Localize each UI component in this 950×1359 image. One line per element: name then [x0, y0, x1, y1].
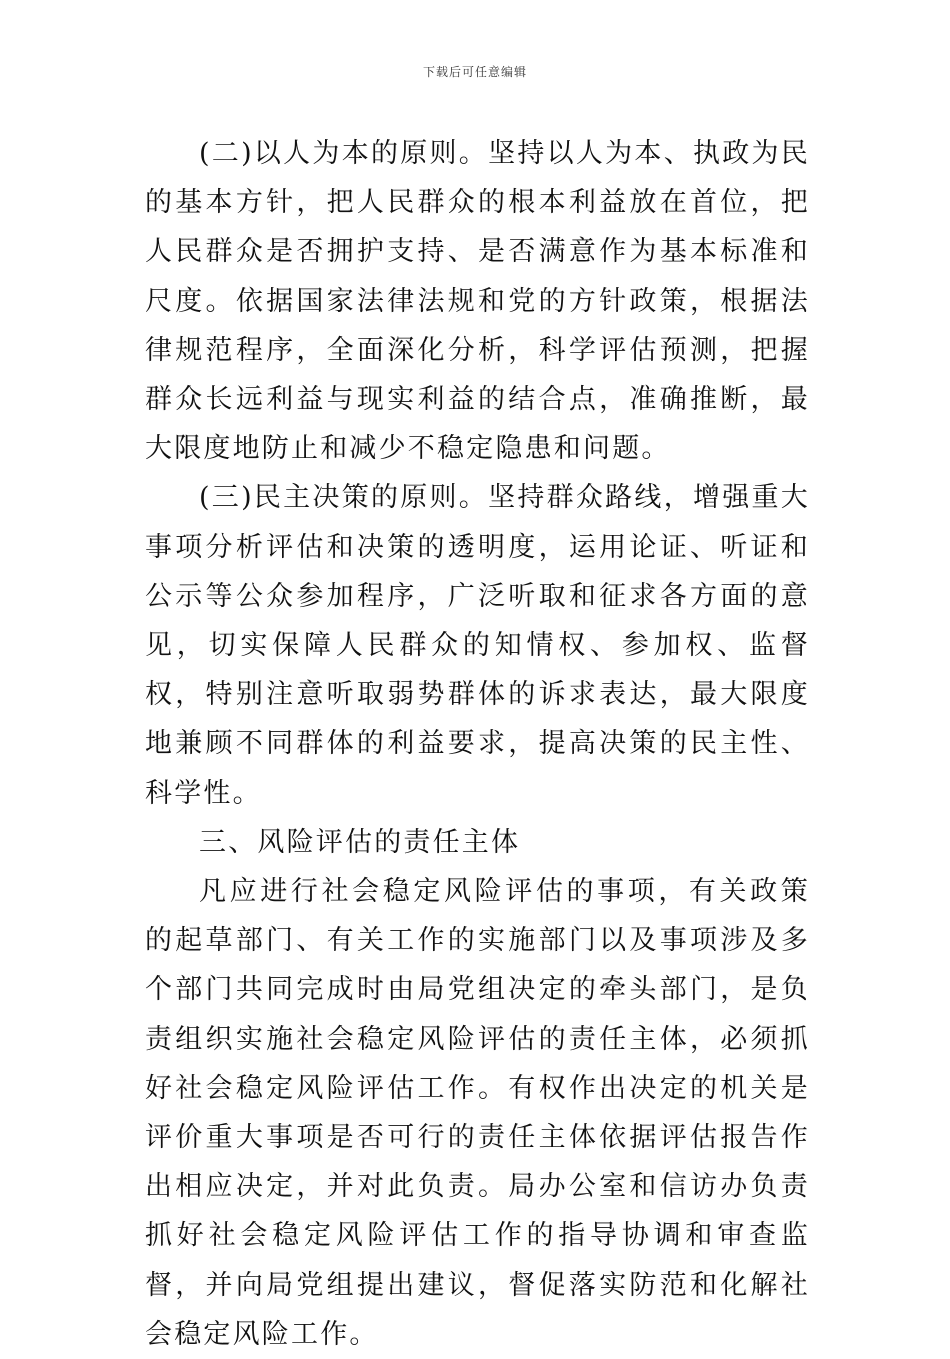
paragraph-responsibility-subject: 凡应进行社会稳定风险评估的事项，有关政策的起草部门、有关工作的实施部门以及事项涉及多个部门共同完成时由局党组决定的牵头部门，是负责组织实施社会稳定风险评估的责任主体，必须抓好社会稳定风险评估工作。有权作出决定的机关是评价重大事项是否可行的责任主体依据评估报告作出相应决定，并对此负责。局办公室和信访办负责抓好社会稳定风险评估工作的指导协调和审查监督，并向局党组提出建议，督促落实防范和化解社会稳定风险工作。: [145, 876, 810, 1350]
document-body: [145, 129, 810, 1359]
section-heading-responsibility: 三、风险评估的责任主体: [199, 826, 521, 858]
page-header-note: 下载后可任意编辑: [422, 65, 527, 79]
paragraph-principle-democratic-decision: (三)民主决策的原则。坚持群众路线，增强重大事项分析评估和决策的透明度，运用论证、听证和公示等公众参加程序，广泛听取和征求各方面的意见，切实保障人民群众的知情权、参加权、监督权，特别注意听取弱势群体的诉求表达，最大限度地兼顾不同群体的利益要求，提高决策的民主性、科学性。: [145, 482, 810, 809]
paragraph-principle-people-oriented: (二)以人为本的原则。坚持以人为本、执政为民的基本方针，把人民群众的根本利益放在首位，把人民群众是否拥护支持、是否满意作为基本标准和尺度。依据国家法律法规和党的方针政策，根据法律规范程序，全面深化分析，科学评估预测，把握群众长远利益与现实利益的结合点，准确推断，最大限度地防止和减少不稳定隐患和问题。: [145, 138, 810, 465]
